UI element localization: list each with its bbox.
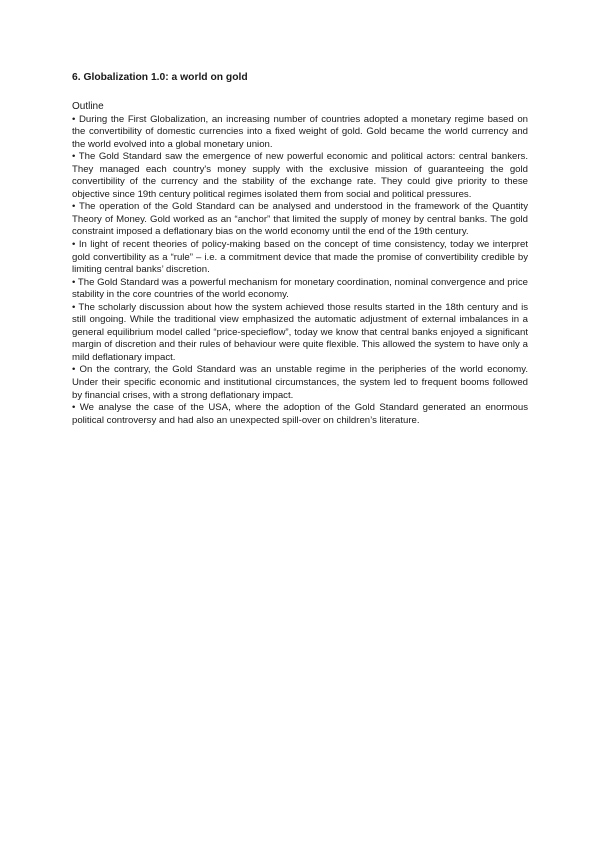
section-heading: 6. Globalization 1.0: a world on gold xyxy=(72,72,248,83)
bullet-mark: • xyxy=(72,113,76,125)
bullet-item xyxy=(72,239,528,277)
bullet-mark: • xyxy=(72,201,76,213)
bullet-mark: • xyxy=(72,301,76,313)
bullet-text: The operation of the Gold Standard can be analysed and understood in the framework of the Quantity Theory of Money. Gold worked as an “anchor” that limited the supply of money by central banks. The gold constraint imposed a deflationary bias on the world economy until the end of the 19th century. xyxy=(72,201,528,238)
outline-bullet-list xyxy=(72,114,528,428)
bullet-mark: • xyxy=(72,364,76,376)
bullet-text: The Gold Standard was a powerful mechanism for monetary coordination, nominal convergence and price stability in the core countries of the world economy. xyxy=(72,276,528,301)
bullet-text: On the contrary, the Gold Standard was an unstable regime in the peripheries of the world economy. Under their specific economic and institutional circumstances, the system led to frequent booms followed by financial crises, with a strong deflationary impact. xyxy=(72,364,528,401)
bullet-text: During the First Globalization, an increasing number of countries adopted a monetary regime based on the convertibility of domestic currencies into a fixed weight of gold. Gold became the world currency and the world evolved into a global monetary union. xyxy=(72,113,528,150)
bullet-mark: • xyxy=(72,151,76,163)
bullet-mark: • xyxy=(72,276,76,288)
bullet-text: The Gold Standard saw the emergence of new powerful economic and political actors: central bankers. They managed each country's money supply with the exclusive mission of guaranteeing the gold convertibility of the currency and the stability of the exchange rate. They could give priority to these objective since 19th century political regimes isolated them from social and political pressures. xyxy=(72,151,528,200)
document-page xyxy=(72,71,528,427)
bullet-item xyxy=(72,302,528,365)
bullet-mark: • xyxy=(72,238,76,250)
bullet-item xyxy=(72,151,528,201)
bullet-item xyxy=(72,364,528,402)
bullet-item xyxy=(72,114,528,152)
bullet-text: In light of recent theories of policy-making based on the concept of time consistency, today we interpret gold convertibility as a “rule” – i.e. a commitment device that made the promise of convertibility credible by limiting central banks’ discretion. xyxy=(72,238,528,276)
bullet-item xyxy=(72,277,528,302)
bullet-text: The scholarly discussion about how the system achieved those results started in the 18th century and is still ongoing. While the traditional view emphasized the automatic adjustment of external imbalances in a general equilibrium model called “price-specieflow”, today we know that central banks enjoyed a significant margin of discretion and their rules of behaviour were quite flexible. This allowed the system to have only a mild deflationary impact. xyxy=(72,301,528,363)
outline-label: Outline xyxy=(72,101,104,112)
bullet-mark: • xyxy=(72,402,76,414)
bullet-text: We analyse the case of the USA, where the adoption of the Gold Standard generated an enormous political controversy and had also an unexpected spill-over on children’s literature. xyxy=(72,402,529,426)
bullet-item xyxy=(72,201,528,239)
bullet-item xyxy=(72,402,528,427)
